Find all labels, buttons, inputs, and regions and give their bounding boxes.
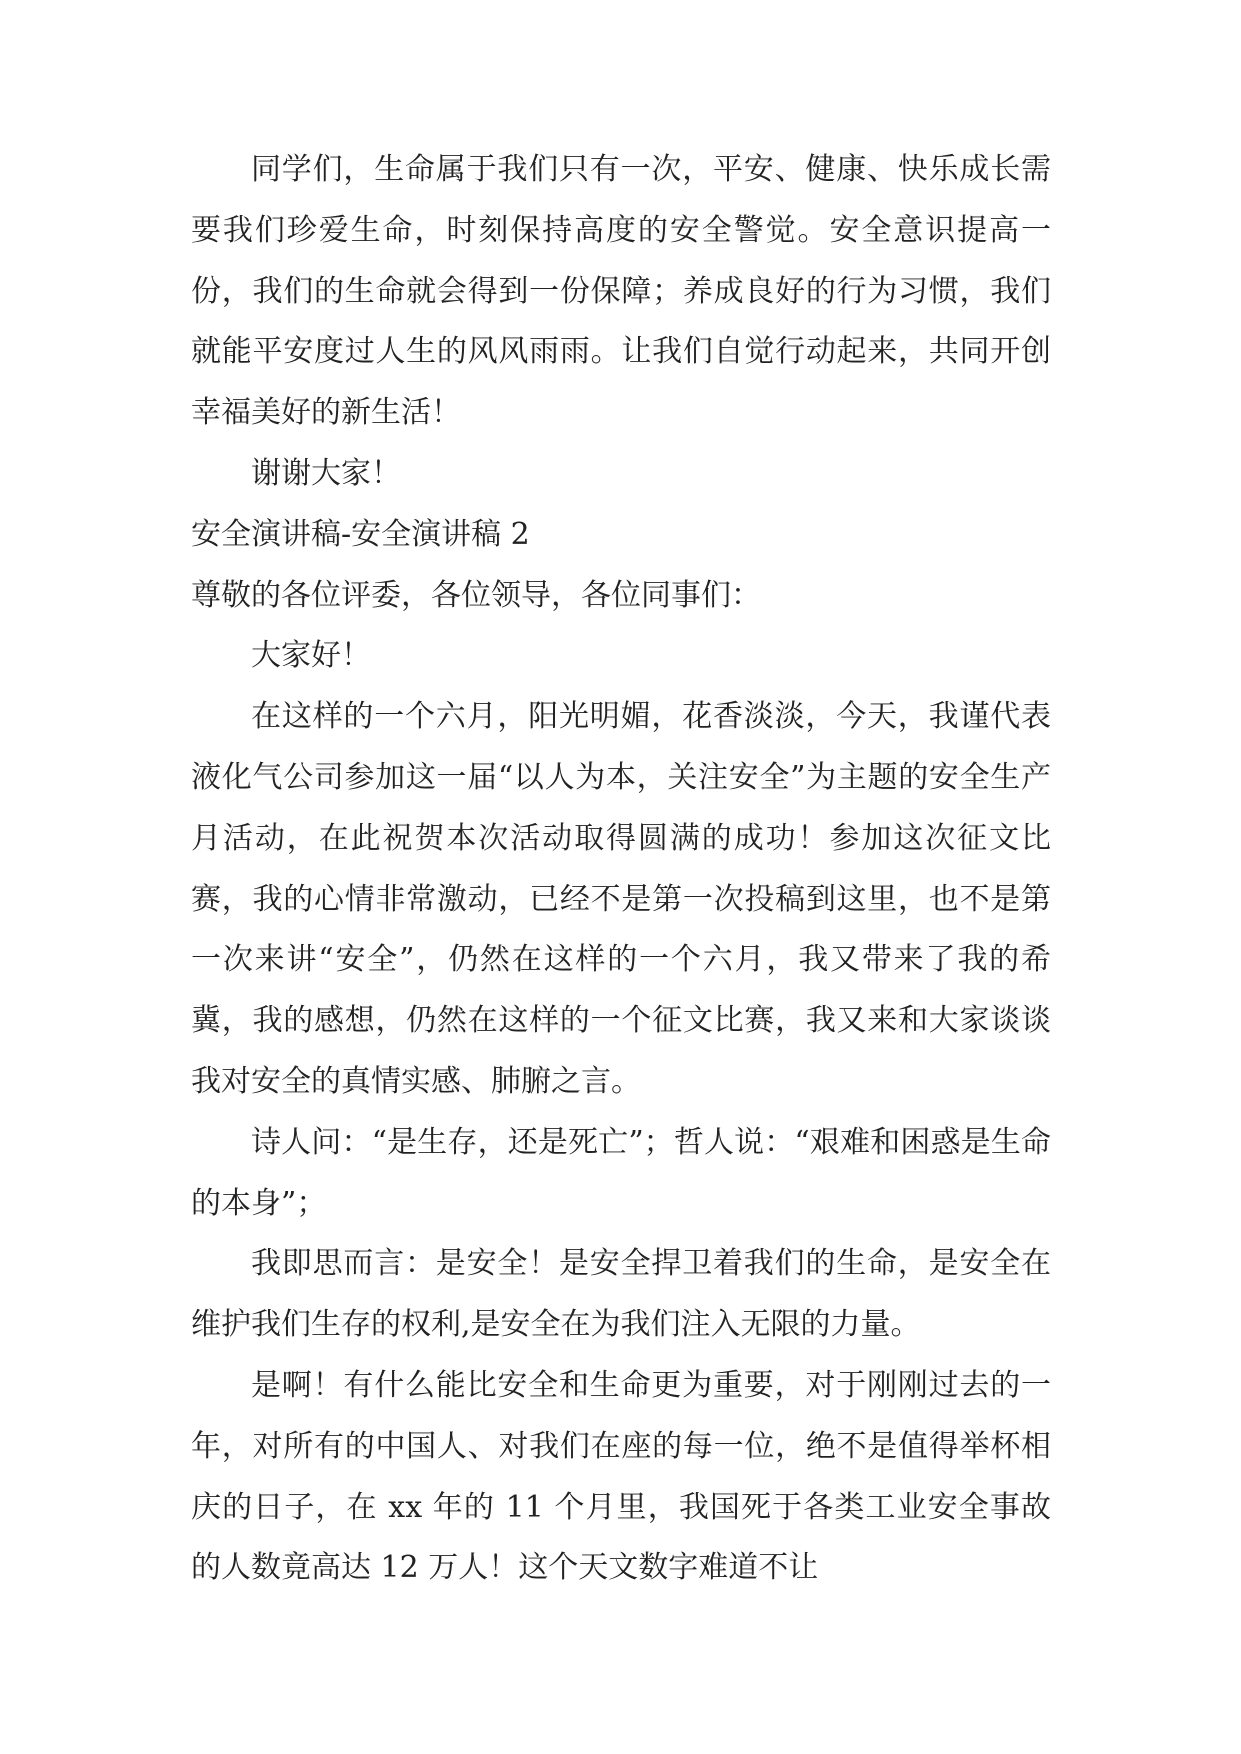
document-page <box>191 140 1051 1599</box>
paragraph-answer: 我即思而言：是安全！是安全捍卫着我们的生命，是安全在维护我们生存的权利,是安全在为我们注入无限的力量。 <box>191 1246 1051 1343</box>
section-heading: 安全演讲稿-安全演讲稿 2 <box>191 516 530 552</box>
paragraph-quote: 诗人问：“是生存，还是死亡”；哲人说：“艰难和困惑是生命的本身”； <box>191 1124 1051 1221</box>
paragraph-thanks: 谢谢大家！ <box>251 455 401 491</box>
paragraph-salutation: 尊敬的各位评委，各位领导，各位同事们： <box>191 577 761 613</box>
paragraph-statistics: 是啊！有什么能比安全和生命更为重要，对于刚刚过去的一年，对所有的中国人、对我们在座的每一位，绝不是值得举杯相庆的日子，在 xx 年的 11 个月里，我国死于各类工业安全事故的人数竟高达 12 万人！这个天文数字难道不让 <box>191 1367 1051 1586</box>
paragraph-intro: 在这样的一个六月，阳光明媚，花香淡淡，今天，我谨代表液化气公司参加这一届“以人为本，关注安全”为主题的安全生产月活动，在此祝贺本次活动取得圆满的成功！参加这次征文比赛，我的心情非常激动，已经不是第一次投稿到这里，也不是第一次来讲“安全”，仍然在这样的一个六月，我又带来了我的希冀，我的感想，仍然在这样的一个征文比赛，我又来和大家谈谈我对安全的真情实感、肺腑之言。 <box>191 699 1051 1099</box>
paragraph-greeting: 大家好！ <box>251 638 371 674</box>
paragraph-conclusion: 同学们，生命属于我们只有一次，平安、健康、快乐成长需要我们珍爱生命，时刻保持高度的安全警觉。安全意识提高一份，我们的生命就会得到一份保障；养成良好的行为习惯，我们就能平安度过人生的风风雨雨。让我们自觉行动起来，共同开创幸福美好的新生活！ <box>191 152 1051 431</box>
